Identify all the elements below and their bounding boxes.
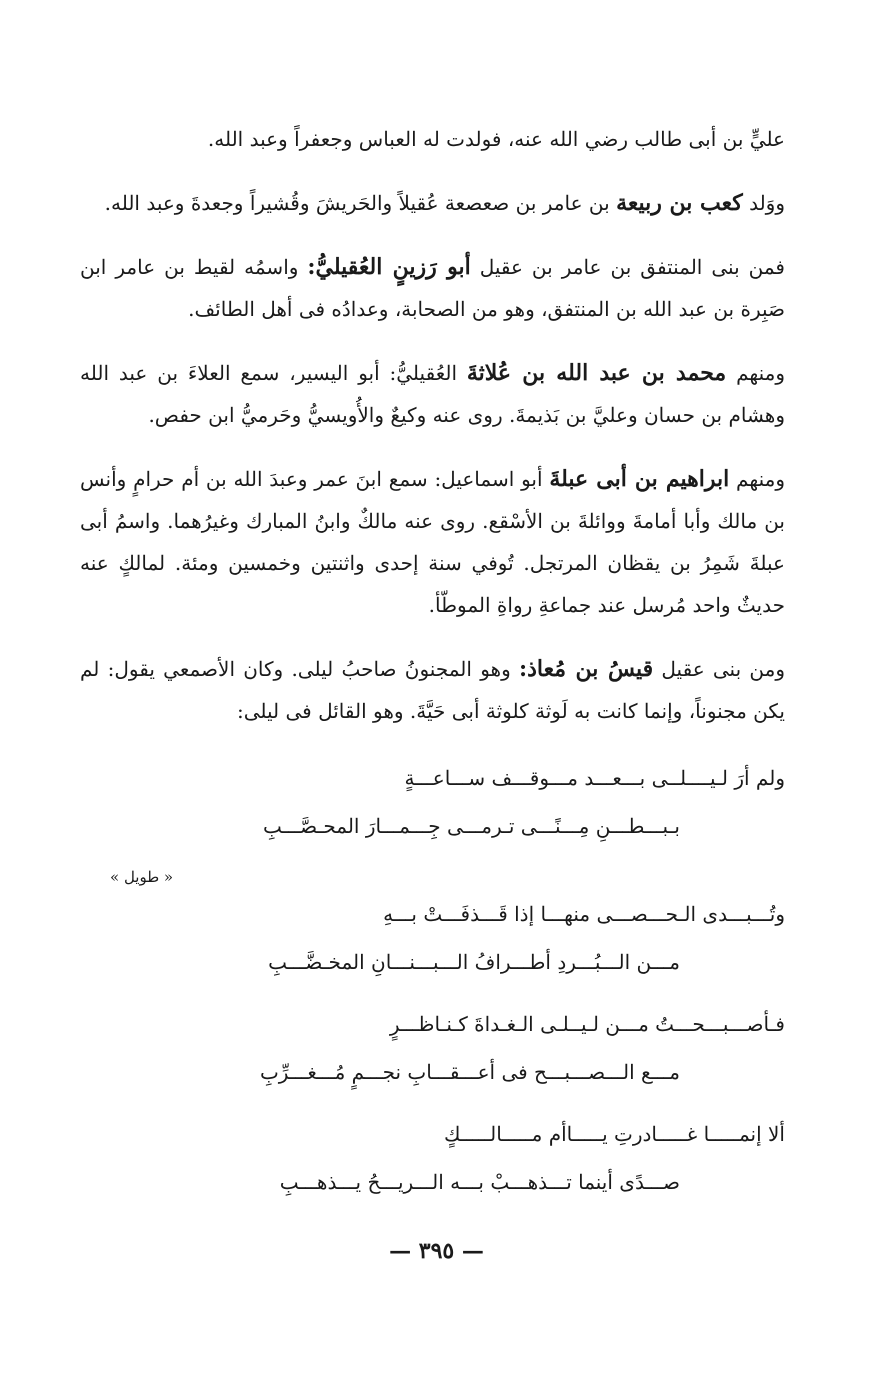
verse-second-hemistich: مـــن الـــبُـــردِ أطـــرافُ الـــبـــنـــانِ المخـضَّـــبِ <box>268 950 680 974</box>
verse-second-hemistich: بـبـــطـــنِ مِـــنًـــى تـرمـــى جِـــمـــارَ المحـصَّـــبِ <box>262 814 680 838</box>
paragraph-6 <box>80 648 785 732</box>
paragraph-text: عليٍّ بن أبى طالب رضي الله عنه، فولدت له العباس وجعفراً وعبد الله. <box>207 127 785 151</box>
person-name: ابراهيم بن أبى عبلةَ <box>549 466 730 492</box>
verse-first-hemistich: فـأصـــبـــحـــتُ مـــن لـيــلـى الـغـداةَ كـنـاظـــرٍ <box>389 1012 785 1036</box>
verse-2 <box>80 890 785 986</box>
paragraph-text: ومنهم <box>726 361 786 385</box>
page-body <box>80 118 785 1206</box>
person-name: كعب بن ربيعة <box>616 190 743 216</box>
paragraph-text: أبو اسماعيل: سمع ابنَ عمر وعبدَ الله بن أم حرامٍ وأنس بن مالك وأبا أمامةَ ووائلةَ بن الأسْقع. روى عنه مالكٌ وابنُ المبارك وغيرُهما. واسمُ أبى عبلةَ شَمِرُ بن يقظان المرتجل. تُوفي سنة إحدى واثنتين وخمسين ومئة. لمالكٍ عنه حديثٌ واحد مُرسل عند جماعةِ رواةِ الموطّأ. <box>80 467 785 617</box>
paragraph-text: بن عامر بن صعصعة عُقيلاً والحَريشَ وقُشيراً وجعدةَ وعبد الله. <box>104 191 617 215</box>
verse-3 <box>80 1000 785 1096</box>
paragraph-text: ومن بنى عقيل <box>653 657 785 681</box>
meter-label: « طويل » <box>110 868 174 886</box>
verse-second-hemistich: صـــدًى أينما تـــذهـــبْ بـــه الـــريـــحُ يـــذهـــبِ <box>279 1170 680 1194</box>
paragraph-text: العُقيليُّ: أبو اليسير، سمع العلاءَ بن عبد الله وهشام بن حسان وعليَّ بن بَذيمةَ. روى عنه وكيعٌ والأُويسيُّ وحَرميُّ ابن حفص. <box>80 361 785 427</box>
verse-first-hemistich: ألا إنمـــــا غـــــادرتِ يـــــاأم مـــــالـــــكٍ <box>444 1122 785 1146</box>
paragraph-text: فمن بنى المنتفق بن عامر بن عقيل <box>470 255 785 279</box>
person-name: محمد بن عبد الله بن عُلاثةَ <box>466 360 727 386</box>
paragraph-text: واسمُه لقيط بن عامر ابن صَبِرة بن عبد الله بن المنتفق، وهو من الصحابة، وعدادُه فى أهل الطائف. <box>80 255 785 321</box>
paragraph-1 <box>80 118 785 160</box>
paragraph-text: ووَلد <box>742 191 785 215</box>
verse-first-hemistich: وتُـــبـــدى الـحـــصـــى منهـــا إذا قَـــذفَـــتْ بـــهِ <box>383 902 785 926</box>
person-name: قيسُ بن مُعاذ: <box>518 656 654 682</box>
paragraph-text: وهو المجنونُ صاحبُ ليلى. وكان الأصمعي يقول: لم يكن مجنوناً، وإنما كانت به لَوثة كلوثة أبى حَيَّةَ. وهو القائل فى ليلى: <box>80 657 785 723</box>
verse-1 <box>80 754 785 850</box>
paragraph-text: ومنهم <box>729 467 785 491</box>
verse-4 <box>80 1110 785 1206</box>
page-number: — ٣٩٥ — <box>389 1238 484 1264</box>
paragraph-3 <box>80 246 785 330</box>
verse-second-hemistich: مـــع الـــصـــبـــح فى أعـــقـــابِ نجـــمٍ مُـــغـــرِّبِ <box>259 1060 680 1084</box>
paragraph-2 <box>80 182 785 224</box>
person-name: أبو رَزينٍ العُقيليُّ: <box>307 254 471 280</box>
verse-first-hemistich: ولم أرَ لـيــــلــى بـــعـــد مـــوقـــف ســـاعـــةٍ <box>404 766 785 790</box>
paragraph-4 <box>80 352 785 436</box>
paragraph-5 <box>80 458 785 626</box>
